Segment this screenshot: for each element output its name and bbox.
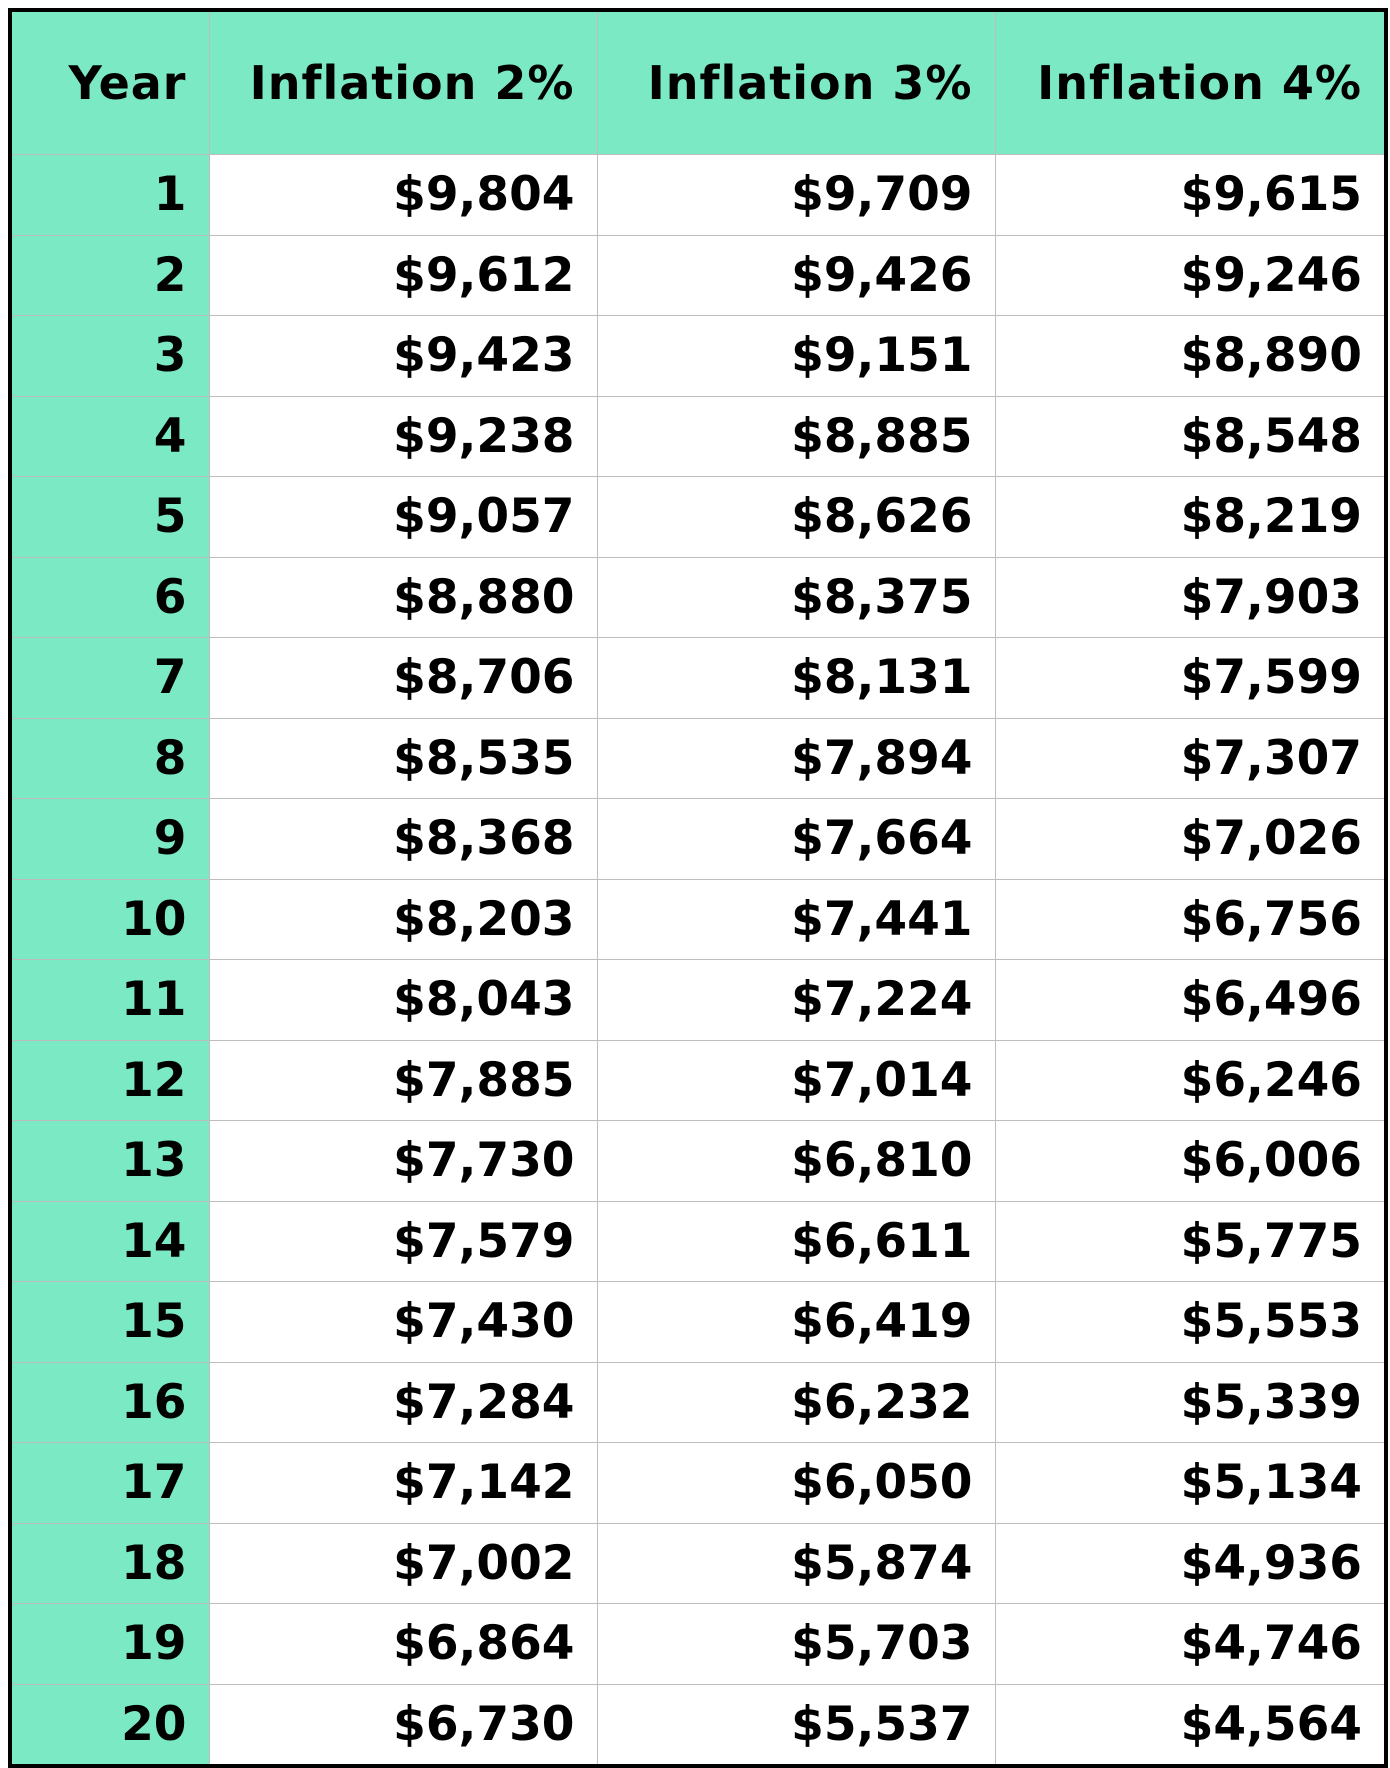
inflation-2-cell: $7,002 bbox=[209, 1523, 597, 1604]
year-cell: 15 bbox=[10, 1282, 209, 1363]
table-row bbox=[10, 316, 1386, 397]
table-row bbox=[10, 718, 1386, 799]
inflation-2-cell: $7,579 bbox=[209, 1201, 597, 1282]
table-row bbox=[10, 477, 1386, 558]
inflation-2-cell: $7,730 bbox=[209, 1121, 597, 1202]
inflation-3-cell: $6,050 bbox=[597, 1443, 995, 1524]
inflation-4-cell: $4,564 bbox=[995, 1684, 1386, 1766]
year-cell: 3 bbox=[10, 316, 209, 397]
year-cell: 1 bbox=[10, 155, 209, 236]
inflation-2-cell: $8,203 bbox=[209, 879, 597, 960]
inflation-2-cell: $7,284 bbox=[209, 1362, 597, 1443]
inflation-4-cell: $4,746 bbox=[995, 1604, 1386, 1685]
inflation-3-cell: $6,611 bbox=[597, 1201, 995, 1282]
inflation-2-cell: $9,423 bbox=[209, 316, 597, 397]
inflation-2-cell: $9,057 bbox=[209, 477, 597, 558]
year-cell: 8 bbox=[10, 718, 209, 799]
inflation-4-cell: $6,756 bbox=[995, 879, 1386, 960]
inflation-3-cell: $5,874 bbox=[597, 1523, 995, 1604]
year-cell: 14 bbox=[10, 1201, 209, 1282]
table-row bbox=[10, 1604, 1386, 1685]
inflation-3-cell: $7,664 bbox=[597, 799, 995, 880]
year-cell: 6 bbox=[10, 557, 209, 638]
inflation-2-cell: $7,142 bbox=[209, 1443, 597, 1524]
inflation-2-cell: $6,730 bbox=[209, 1684, 597, 1766]
year-cell: 20 bbox=[10, 1684, 209, 1766]
inflation-2-cell: $7,430 bbox=[209, 1282, 597, 1363]
inflation-3-cell: $7,441 bbox=[597, 879, 995, 960]
inflation-4-cell: $9,246 bbox=[995, 235, 1386, 316]
year-cell: 5 bbox=[10, 477, 209, 558]
column-header-inflation-3: Inflation 3% bbox=[597, 10, 995, 155]
year-cell: 11 bbox=[10, 960, 209, 1041]
inflation-4-cell: $7,599 bbox=[995, 638, 1386, 719]
inflation-4-cell: $6,006 bbox=[995, 1121, 1386, 1202]
inflation-4-cell: $5,775 bbox=[995, 1201, 1386, 1282]
inflation-4-cell: $9,615 bbox=[995, 155, 1386, 236]
inflation-4-cell: $8,548 bbox=[995, 396, 1386, 477]
table-row bbox=[10, 1121, 1386, 1202]
inflation-4-cell: $6,246 bbox=[995, 1040, 1386, 1121]
year-cell: 7 bbox=[10, 638, 209, 719]
inflation-4-cell: $7,903 bbox=[995, 557, 1386, 638]
inflation-4-cell: $4,936 bbox=[995, 1523, 1386, 1604]
inflation-4-cell: $7,307 bbox=[995, 718, 1386, 799]
table-row bbox=[10, 960, 1386, 1041]
inflation-2-cell: $9,804 bbox=[209, 155, 597, 236]
inflation-2-cell: $9,612 bbox=[209, 235, 597, 316]
year-cell: 12 bbox=[10, 1040, 209, 1121]
inflation-3-cell: $8,626 bbox=[597, 477, 995, 558]
year-cell: 9 bbox=[10, 799, 209, 880]
table-row bbox=[10, 1523, 1386, 1604]
inflation-2-cell: $8,535 bbox=[209, 718, 597, 799]
inflation-2-cell: $6,864 bbox=[209, 1604, 597, 1685]
table-row bbox=[10, 799, 1386, 880]
table-row bbox=[10, 879, 1386, 960]
inflation-2-cell: $8,043 bbox=[209, 960, 597, 1041]
table-row bbox=[10, 235, 1386, 316]
inflation-3-cell: $8,885 bbox=[597, 396, 995, 477]
inflation-3-cell: $8,375 bbox=[597, 557, 995, 638]
inflation-3-cell: $5,537 bbox=[597, 1684, 995, 1766]
table-row bbox=[10, 155, 1386, 236]
table-row bbox=[10, 1684, 1386, 1766]
inflation-3-cell: $8,131 bbox=[597, 638, 995, 719]
inflation-3-cell: $6,232 bbox=[597, 1362, 995, 1443]
inflation-4-cell: $5,134 bbox=[995, 1443, 1386, 1524]
table-row bbox=[10, 1443, 1386, 1524]
column-header-year: Year bbox=[10, 10, 209, 155]
table-row bbox=[10, 638, 1386, 719]
inflation-4-cell: $7,026 bbox=[995, 799, 1386, 880]
inflation-3-cell: $9,151 bbox=[597, 316, 995, 397]
inflation-4-cell: $5,553 bbox=[995, 1282, 1386, 1363]
inflation-2-cell: $9,238 bbox=[209, 396, 597, 477]
inflation-2-cell: $8,368 bbox=[209, 799, 597, 880]
table-row bbox=[10, 1201, 1386, 1282]
table-header bbox=[10, 10, 1386, 155]
inflation-3-cell: $7,224 bbox=[597, 960, 995, 1041]
inflation-4-cell: $8,890 bbox=[995, 316, 1386, 397]
table-row bbox=[10, 1362, 1386, 1443]
inflation-3-cell: $7,014 bbox=[597, 1040, 995, 1121]
inflation-4-cell: $8,219 bbox=[995, 477, 1386, 558]
year-cell: 13 bbox=[10, 1121, 209, 1202]
year-cell: 10 bbox=[10, 879, 209, 960]
inflation-3-cell: $6,419 bbox=[597, 1282, 995, 1363]
year-cell: 18 bbox=[10, 1523, 209, 1604]
inflation-4-cell: $5,339 bbox=[995, 1362, 1386, 1443]
inflation-3-cell: $9,709 bbox=[597, 155, 995, 236]
column-header-inflation-2: Inflation 2% bbox=[209, 10, 597, 155]
table-row bbox=[10, 1282, 1386, 1363]
year-cell: 16 bbox=[10, 1362, 209, 1443]
inflation-2-cell: $8,706 bbox=[209, 638, 597, 719]
inflation-3-cell: $7,894 bbox=[597, 718, 995, 799]
year-cell: 4 bbox=[10, 396, 209, 477]
header-row bbox=[10, 10, 1386, 155]
year-cell: 19 bbox=[10, 1604, 209, 1685]
inflation-4-cell: $6,496 bbox=[995, 960, 1386, 1041]
column-header-inflation-4: Inflation 4% bbox=[995, 10, 1386, 155]
inflation-2-cell: $7,885 bbox=[209, 1040, 597, 1121]
inflation-3-cell: $5,703 bbox=[597, 1604, 995, 1685]
inflation-table bbox=[8, 8, 1388, 1768]
table-row bbox=[10, 557, 1386, 638]
table-body bbox=[10, 155, 1386, 1767]
year-cell: 17 bbox=[10, 1443, 209, 1524]
table-row bbox=[10, 1040, 1386, 1121]
year-cell: 2 bbox=[10, 235, 209, 316]
inflation-3-cell: $6,810 bbox=[597, 1121, 995, 1202]
table-row bbox=[10, 396, 1386, 477]
inflation-3-cell: $9,426 bbox=[597, 235, 995, 316]
inflation-2-cell: $8,880 bbox=[209, 557, 597, 638]
